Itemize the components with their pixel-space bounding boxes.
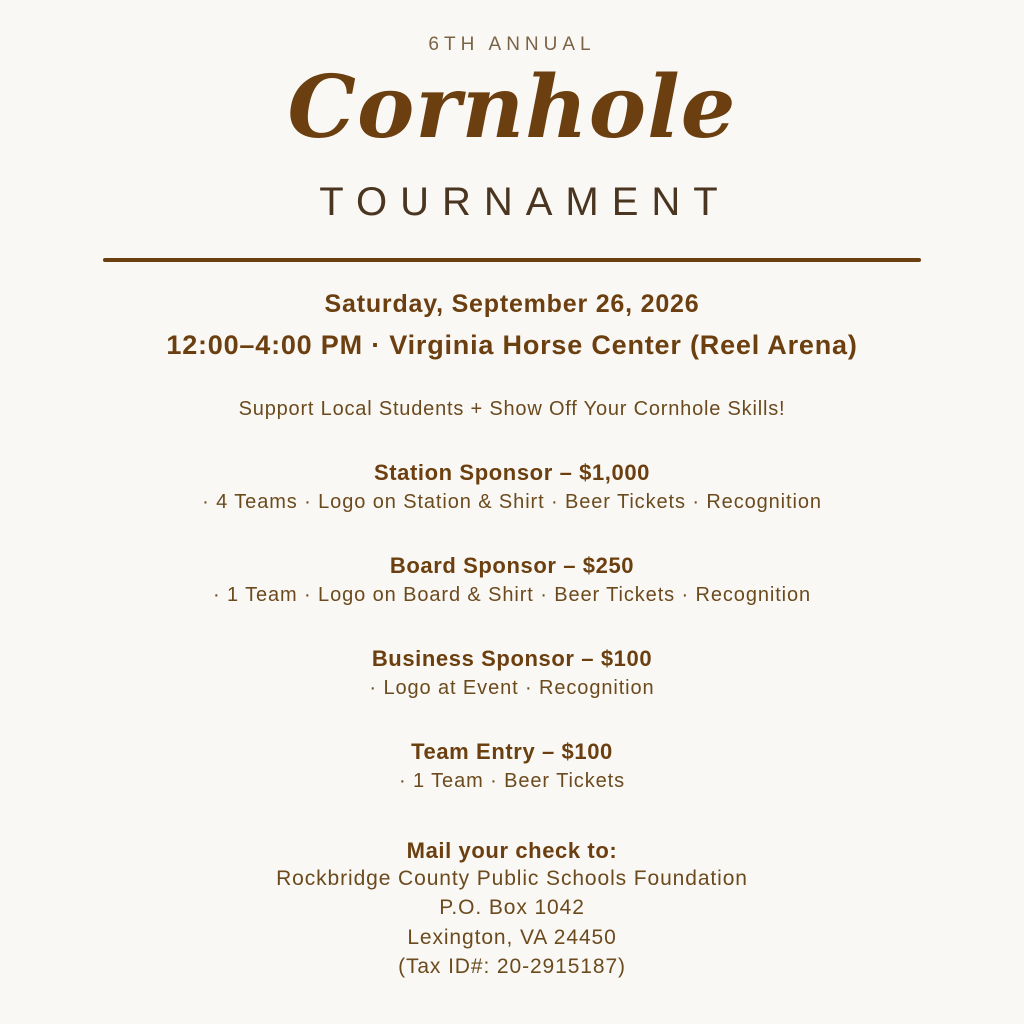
divider: [103, 258, 921, 262]
address-line: Lexington, VA 24450: [407, 926, 617, 949]
mail-heading: Mail your check to:: [406, 838, 618, 863]
eyebrow-text: 6TH ANNUAL: [428, 34, 596, 55]
event-date: Saturday, September 26, 2026: [324, 290, 700, 318]
tier-benefits: · 1 Team · Beer Tickets: [399, 770, 625, 792]
tier-title: Business Sponsor – $100: [371, 646, 653, 671]
tier-benefits: · Logo at Event · Recognition: [369, 677, 655, 699]
address-line: P.O. Box 1042: [439, 896, 585, 919]
tax-id: (Tax ID#: 20-2915187): [398, 955, 626, 978]
event-time-location: 12:00–4:00 PM · Virginia Horse Center (Reel Arena): [166, 330, 858, 360]
address-line: Rockbridge County Public Schools Foundation: [276, 867, 748, 890]
tier-title: Board Sponsor – $250: [389, 553, 635, 578]
tier-benefits: · 4 Teams · Logo on Station & Shirt · Beer Tickets · Recognition: [202, 491, 822, 513]
tier-benefits: · 1 Team · Logo on Board & Shirt · Beer Tickets · Recognition: [212, 584, 812, 606]
tier-title: Station Sponsor – $1,000: [373, 460, 651, 485]
tier-title: Team Entry – $100: [411, 739, 613, 764]
subtitle: TOURNAMENT: [319, 180, 731, 224]
script-title: Cornhole: [287, 57, 737, 158]
tagline: Support Local Students + Show Off Your Cornhole Skills!: [238, 398, 786, 420]
